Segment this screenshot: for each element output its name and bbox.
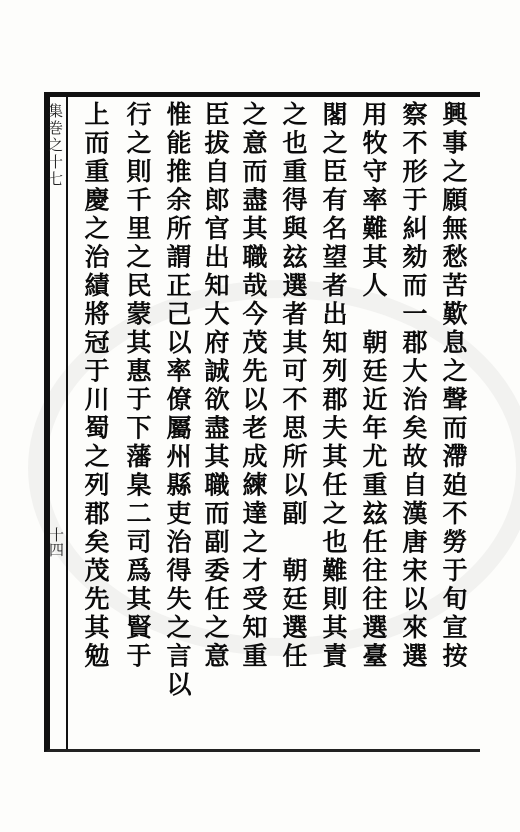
text-column-6: 之意而盡其職哉今茂先以老成練達之才受知重 xyxy=(239,101,268,671)
text-column-1: 興事之願無愁苦歎息之聲而滯廹不勞于旬宣按 xyxy=(439,101,468,671)
text-column-9: 行之則千里之民蒙其惠于下藩臬二司爲其賢于 xyxy=(123,101,152,671)
margin-strip xyxy=(46,97,68,749)
text-column-2: 察不形于糾劾而一郡大治矣故自漢唐宋以來選 xyxy=(399,101,428,671)
text-column-7: 臣拔自郎官出知大府誠欲盡其職而副委任之意 xyxy=(201,101,230,671)
margin-title: 集巻之十七 xyxy=(46,103,64,188)
page-frame xyxy=(44,92,480,752)
text-column-4: 閣之臣有名望者出知列郡夫其任之也難則其責 xyxy=(319,101,348,671)
text-column-5: 之也重得與玆選者其可不思所以副 朝廷選任 xyxy=(279,101,308,671)
text-column-8: 惟能推余所謂正己以率僚屬州縣吏治得失之言以 xyxy=(163,101,192,700)
margin-page-number: 十四 xyxy=(47,527,65,557)
text-column-3: 用牧守率難其人 朝廷近年尤重玆任往往選臺 xyxy=(359,101,388,671)
text-column-10: 上而重慶之治績將冠于川蜀之列郡矣茂先其勉 xyxy=(81,101,110,671)
